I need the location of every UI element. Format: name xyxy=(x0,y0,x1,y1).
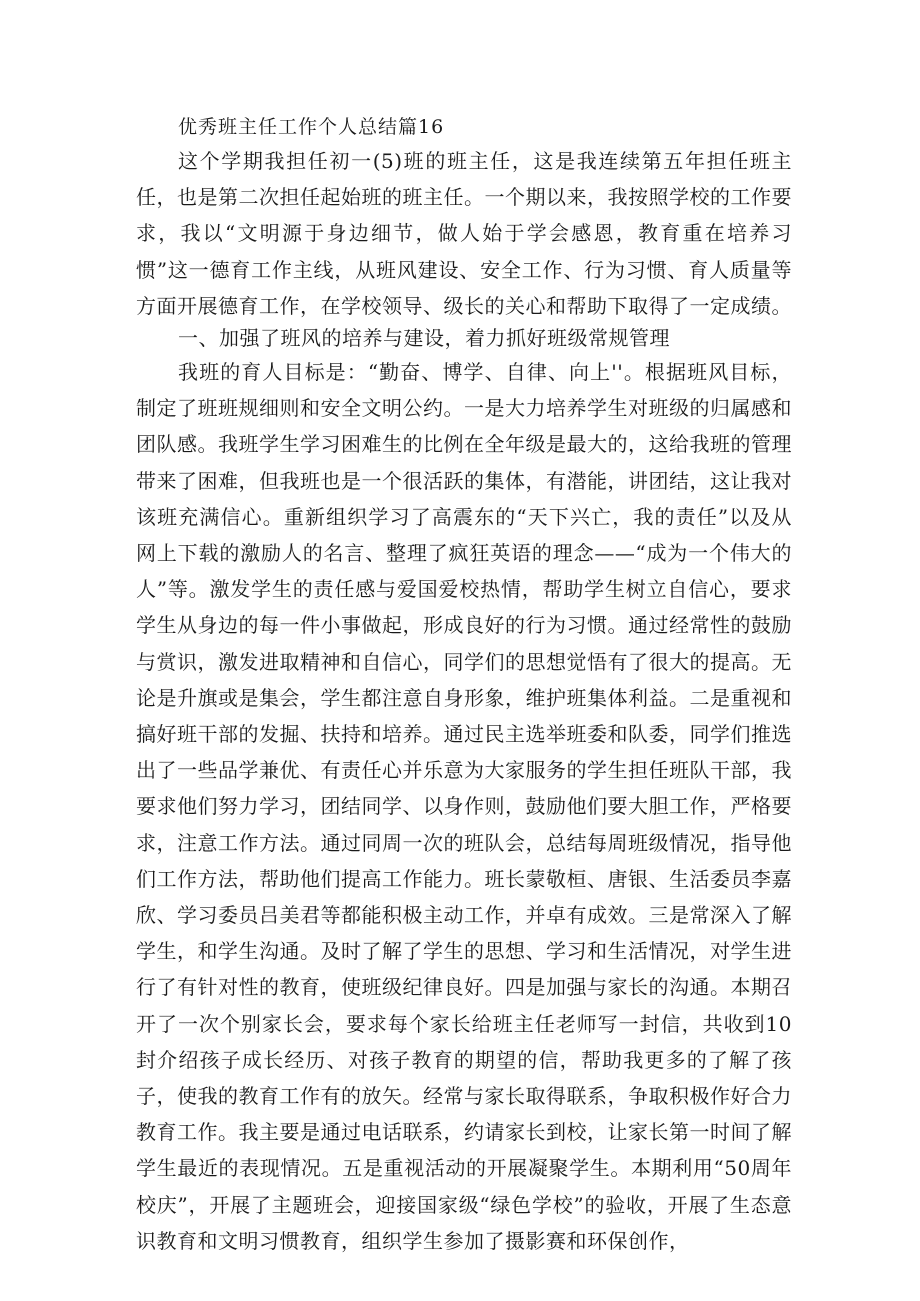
section-heading: 一、加强了班风的培养与建设，着力抓好班级常规管理 xyxy=(178,326,670,350)
document-title: 优秀班主任工作个人总结篇16 xyxy=(178,116,445,138)
body-paragraph: 我班的育人目标是：“勤奋、博学、自律、向上''。根据班风目标，制定了班班规细则和安全文明公约。一是大力培养学生对班级的归属感和团队感。我班学生学习困难生的比例在全年级是最大的，这给我班的管理带来了困难，但我班也是一个很活跃的集体，有潜能，讲团结，这让我对该班充满信心。重新组织学习了高震东的“天下兴亡，我的责任”以及从网上下载的激励人的名言、整理了疯狂英语的理念——“成为一个伟大的人”等。激发学生的责任感与爱国爱校热情，帮助学生树立自信心，要求学生从身边的每一件小事做起，形成良好的行为习惯。通过经常性的鼓励与赏识，激发进取精神和自信心，同学们的思想觉悟有了很大的提高。无论是升旗或是集会，学生都注意自身形象，维护班集体利益。二是重视和搞好班干部的发掘、扶持和培养。通过民主选举班委和队委，同学们推选出了一些品学兼优、有责任心并乐意为大家服务的学生担任班队干部，我要求他们努力学习，团结同学、以身作则，鼓励他们要大胆工作，严格要求，注意工作方法。通过同周一次的班队会，总结每周班级情况，指导他们工作方法，帮助他们提高工作能力。班长蒙敬桓、唐银、生活委员李嘉欣、学习委员吕美君等都能积极主动工作，并卓有成效。三是常深入了解学生，和学生沟通。及时了解了学生的思想、学习和生活情况，对学生进行了有针对性的教育，使班级纪律良好。四是加强与家长的沟通。本期召开了一次个别家长会，要求每个家长给班主任老师写一封信，共收到10封介绍孩子成长经历、对孩子教育的期望的信，帮助我更多的了解了孩子，使我的教育工作有的放矢。经常与家长取得联系，争取积极作好合力教育工作。我主要是通过电话联系，约请家长到校，让家长第一时间了解学生最近的表现情况。五是重视活动的开展凝聚学生。本期利用“50周年校庆”，开展了主题班会，迎接国家级“绿色学校”的验收，开展了生态意识教育和文明习惯教育，组织学生参加了摄影赛和环保创作， xyxy=(136,360,792,1253)
intro-paragraph: 这个学期我担任初一(5)班的班主任，这是我连续第五年担任班主任，也是第二次担任起始班的班主任。一个期以来，我按照学校的工作要求，我以“文明源于身边细节，做人始于学会感恩，教育重在培养习惯”这一德育工作主线，从班风建设、安全工作、行为习惯、育人质量等方面开展德育工作，在学校领导、级长的关心和帮助下取得了一定成绩。 xyxy=(136,149,792,318)
